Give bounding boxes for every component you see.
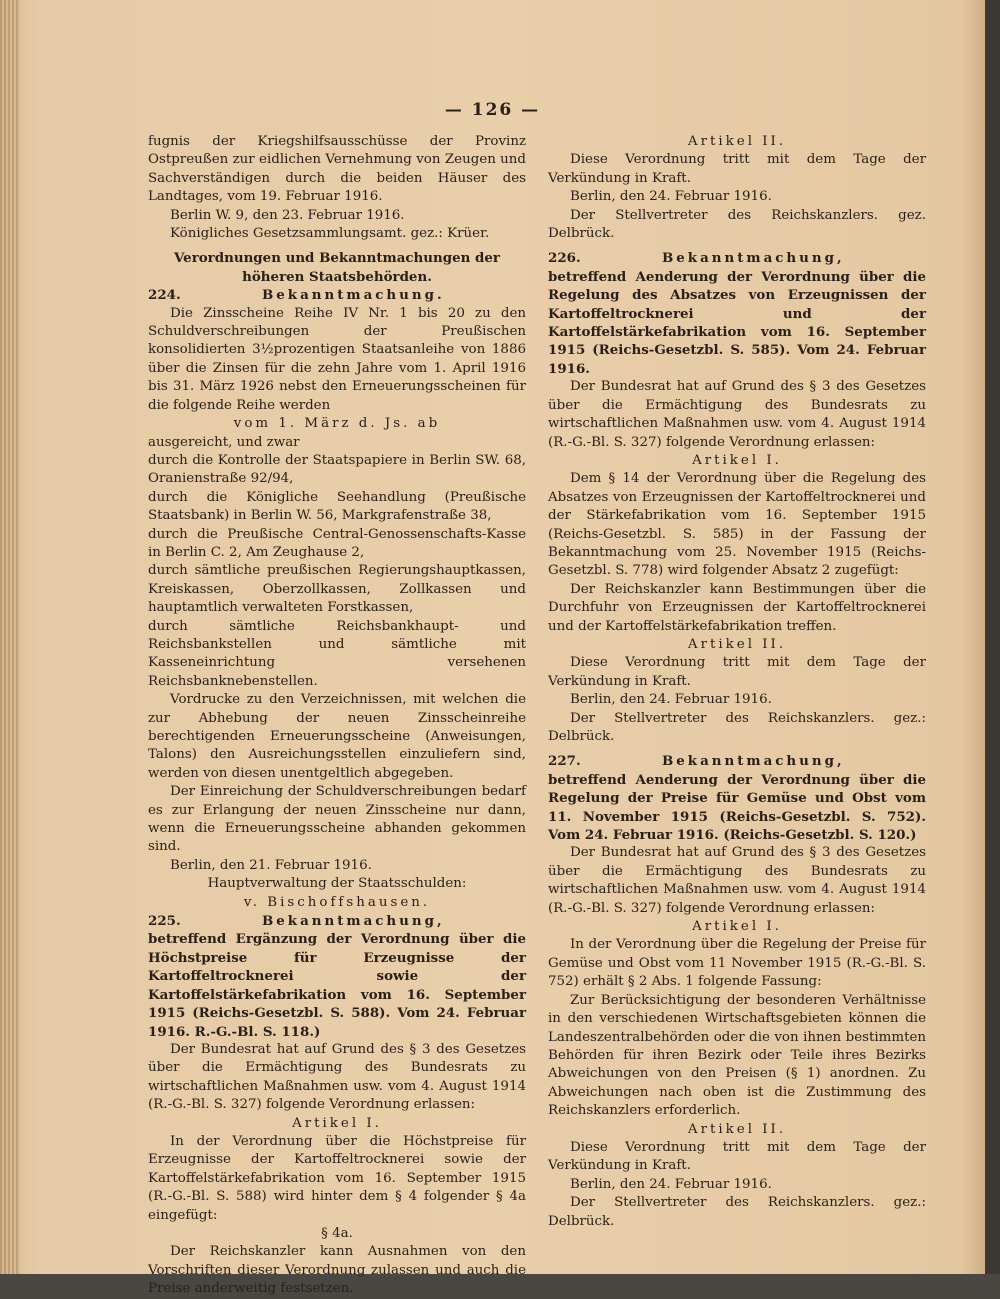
entry-224-para-4: Der Einreichung der Schuldverschreibungen bedarf es zur Erlangung der neuen Zinsscheine nur dann, wenn die Erneuerungsscheine abhanden gekommen sind. xyxy=(148,784,526,855)
entry-225-signature: Der Stellvertreter des Reichskanzlers. gez. Delbrück. xyxy=(548,207,926,242)
entry-224-date-line: vom 1. März d. Js. ab xyxy=(233,416,441,432)
book-edge-right xyxy=(985,0,1000,1274)
entry-225-number: 225. xyxy=(148,913,181,930)
entry-227-title: Bekanntmachung, xyxy=(661,753,845,770)
entry-224-para-2: ausgereicht, und zwar xyxy=(148,434,300,450)
entry-227-signature: Der Stellvertreter des Reichskanzlers. gez.: Delbrück. xyxy=(548,1195,926,1229)
entry-226-header xyxy=(548,249,926,267)
entry-225-article-1: Artikel I. xyxy=(292,1115,382,1131)
entry-227-para-2: In der Verordnung über die Regelung der Preise für Gemüse und Obst vom 11 November 1915 (R.-G.-Bl. S. 752) erhält § 2 Abs. 1 folgende Fassung: xyxy=(548,937,926,990)
intro-signature: Königliches Gesetzsammlungsamt. gez.: Krüer. xyxy=(170,226,490,242)
entry-227-para-3: Zur Berücksichtigung der besonderen Verhältnisse in den verschiedenen Wirtschaftsgebieten können die Landeszentralbehörden oder die von ihnen bestimmten Behörden für ihren Bezirk oder Teile ihres Bezirks Abweichungen von den Preisen (§ 1) anordnen. Zu Abweichungen nach oben ist die Zustimmung des Reichskanzlers erforderlich. xyxy=(548,992,926,1119)
entry-227-para-1: Der Bundesrat hat auf Grund des § 3 des Gesetzes über die Ermächtigung des Bundesrats zu wirtschaftlichen Maßnahmen usw. vom 4. August 1914 (R.-G.-Bl. S. 327) folgende Verordnung erlassen: xyxy=(548,845,926,916)
entry-226-para-4: Diese Verordnung tritt mit dem Tage der Verkündung in Kraft. xyxy=(548,655,926,689)
entry-227-subtitle: betreffend Aenderung der Verordnung über die Regelung der Preise für Gemüse und Obst vom 11. November 1915 (Reichs-Gesetzbl. S. 752). Vom 24. Februar 1916. (Reichs-Gesetzbl. S. 120.) xyxy=(548,771,926,844)
entry-226-article-1: Artikel I. xyxy=(692,452,782,468)
right-column xyxy=(548,133,926,1231)
entry-224-para-1: Die Zinsscheine Reihe IV Nr. 1 bis 20 zu den Schuldverschreibungen der Preußischen konsolidierten 3½prozentigen Staatsanleihe von 1886 über die Zinsen für die zehn Jahre vom 1. April 1916 bis 31. März 1926 nebst den Erneuerungsscheinen für die folgende Reihe werden xyxy=(148,305,526,413)
entry-225-subtitle: betreffend Ergänzung der Verordnung über die Höchstpreise für Erzeugnisse der Kartoffeltrocknerei sowie der Kartoffelstärkefabrikation vom 16. September 1915 (Reichs-Gesetzbl. S. 588). Vom 24. Februar 1916. R.-G.-Bl. S. 118.) xyxy=(148,931,526,1040)
entry-224-list-4: durch sämtliche preußischen Regierungshauptkassen, Kreiskassen, Oberzollkassen, Zollkassen und hauptamtlich verwalteten Forstkassen, xyxy=(148,563,526,616)
section-heading: Verordnungen und Bekanntmachungen der höheren Staatsbehörden. xyxy=(174,250,500,285)
entry-224-list-1: durch die Kontrolle der Staatspapiere in Berlin SW. 68, Oranienstraße 92/94, xyxy=(148,452,526,487)
entry-227-article-2: Artikel II. xyxy=(687,1121,787,1137)
entry-225-article-2: Artikel II. xyxy=(687,134,787,149)
entry-225-title: Bekanntmachung, xyxy=(261,913,445,930)
entry-224-date: Berlin, den 21. Februar 1916. xyxy=(170,857,372,873)
entry-226-subtitle: betreffend Aenderung der Verordnung über die Regelung des Absatzes von Erzeugnissen der Kartoffeltrocknerei und der Kartoffelstärkefabrikation vom 16. September 1915 (Reichs-Gesetzbl. S. 585). Vom 24. Februar 1916. xyxy=(548,268,926,377)
page-number: — 126 — xyxy=(444,100,541,120)
entry-227-header xyxy=(548,752,926,770)
page-spine xyxy=(0,0,20,1274)
entry-224-number: 224. xyxy=(148,287,181,304)
entry-226-title: Bekanntmachung, xyxy=(661,250,845,267)
intro-text: fugnis der Kriegshilfsausschüsse der Provinz Ostpreußen zur eidlichen Vernehmung von Zeugen und Sachverständigen durch die beiden Häuser des Landtages, vom 19. Februar 1916. xyxy=(148,134,526,205)
intro-date: Berlin W. 9, den 23. Februar 1916. xyxy=(170,207,405,223)
entry-224-title: Bekanntmachung. xyxy=(261,287,445,304)
entry-227-para-4: Diese Verordnung tritt mit dem Tage der Verkündung in Kraft. xyxy=(548,1139,926,1174)
entry-227-number: 227. xyxy=(548,753,581,770)
entry-225-para-4: Diese Verordnung tritt mit dem Tage der Verkündung in Kraft. xyxy=(548,152,926,186)
entry-226-para-3: Der Reichskanzler kann Bestimmungen über die Durchfuhr von Erzeugnissen der Kartoffeltrocknerei und der Kartoffelstärkefabrikation treffen. xyxy=(548,581,926,634)
entry-226-date: Berlin, den 24. Februar 1916. xyxy=(570,692,772,708)
entry-224-signature-2: v. Bischoffshausen. xyxy=(243,894,431,910)
entry-227-date: Berlin, den 24. Februar 1916. xyxy=(570,1176,772,1192)
entry-226-signature: Der Stellvertreter des Reichskanzlers. gez.: Delbrück. xyxy=(548,710,926,744)
entry-225-section-4a: § 4a. xyxy=(321,1225,353,1241)
entry-226-para-1: Der Bundesrat hat auf Grund des § 3 des Gesetzes über die Ermächtigung des Bundesrats zu wirtschaftlichen Maßnahmen usw. vom 4. August 1914 (R.-G.-Bl. S. 327) folgende Verordnung erlassen: xyxy=(548,379,926,450)
entry-224-para-3: Vordrucke zu den Verzeichnissen, mit welchen die zur Abhebung der neuen Zinsscheinreihe berechtigenden Erneuerungsscheine (Anweisungen, Talons) den Ausreichungsstellen einzuliefern sind, werden von diesen unentgeltlich abgegeben. xyxy=(148,692,526,781)
entry-225-para-1: Der Bundesrat hat auf Grund des § 3 des Gesetzes über die Ermächtigung des Bundesrats zu wirtschaftlichen Maßnahmen usw. vom 4. August 1914 (R.-G.-Bl. S. 327) folgende Verordnung erlassen: xyxy=(148,1041,526,1113)
entry-225-date: Berlin, den 24. Februar 1916. xyxy=(570,189,772,205)
entry-226-para-2: Dem § 14 der Verordnung über die Regelung des Absatzes von Erzeugnissen der Kartoffeltrocknerei und der Stärkefabrikation vom 16. September 1915 (Reichs-Gesetzbl. S. 585) in der Fassung der Bekanntmachung vom 25. November 1915 (Reichs-Gesetzbl. S. 778) wird folgender Absatz 2 zugefügt: xyxy=(548,471,926,579)
entry-224-header xyxy=(148,286,526,304)
entry-224-list-5: durch sämtliche Reichsbankhaupt- und Reichsbankstellen und sämtliche mit Kasseneinrichtung versehenen Reichsbanknebenstellen. xyxy=(148,618,526,689)
entry-225-para-2: In der Verordnung über die Höchstpreise für Erzeugnisse der Kartoffeltrocknerei sowie der Kartoffelstärkefabrikation vom 16. September 1915 (R.-G.-Bl. S. 588) wird hinter dem § 4 folgender § 4a eingefügt: xyxy=(148,1133,526,1223)
entry-226-number: 226. xyxy=(548,250,581,267)
entry-225-para-3: Der Reichskanzler kann Ausnahmen von den Vorschriften dieser Verordnung zulassen und auch die Preise anderweitig festsetzen. xyxy=(148,1244,526,1297)
entry-224-signature-1: Hauptverwaltung der Staatsschulden: xyxy=(207,876,467,892)
entry-227-article-1: Artikel I. xyxy=(692,919,782,935)
entry-226-article-2: Artikel II. xyxy=(687,636,787,652)
entry-224-list-2: durch die Königliche Seehandlung (Preußische Staatsbank) in Berlin W. 56, Markgrafenstraße 38, xyxy=(148,489,526,524)
entry-225-header xyxy=(148,912,526,930)
left-column xyxy=(148,133,526,1299)
entry-224-list-3: durch die Preußische Central-Genossenschafts-Kasse in Berlin C. 2, Am Zeughause 2, xyxy=(148,526,526,560)
